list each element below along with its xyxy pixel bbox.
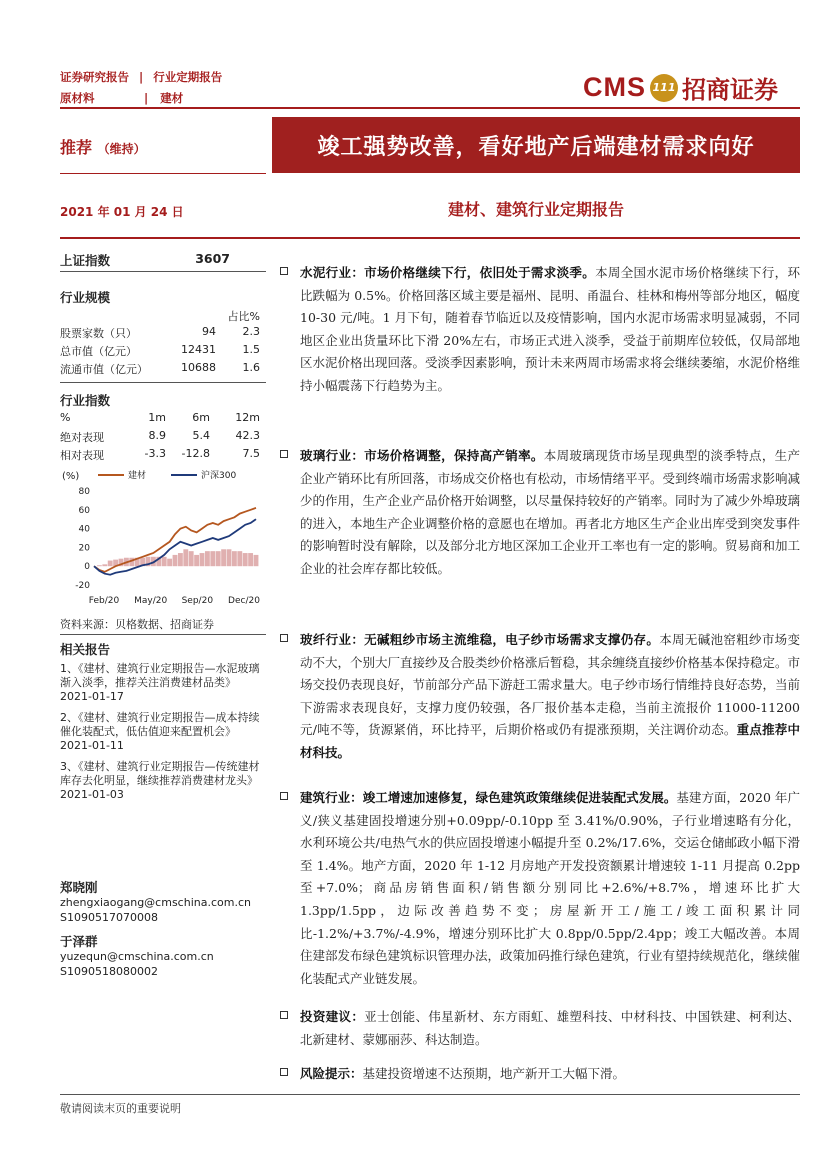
footer-note: 敬请阅读末页的重要说明 bbox=[60, 1102, 181, 1115]
logo-cms: CMS bbox=[583, 72, 646, 102]
perf-row bbox=[60, 429, 260, 445]
logo-company-name: 招商证券 bbox=[682, 75, 778, 104]
series-line-csi300 bbox=[94, 519, 256, 575]
pct-header: 占比% bbox=[227, 310, 260, 323]
scale-row-name: 总市值（亿元） bbox=[60, 345, 137, 358]
perf-header-cell: 6m bbox=[192, 411, 210, 424]
x-tick-label: Sep/20 bbox=[181, 596, 214, 606]
section-heading: 玻纤行业：无碱粗纱市场主流维稳，电子纱市场需求支撑仍存。 bbox=[300, 632, 660, 647]
section-body: 本周全国水泥市场价格继续下行，环比跌幅为 0.5%。价格回落区域主要是福州、昆明、甬温台、桂林和梅州等部分地区，幅度 10-30 元/吨。1 月下旬，随着春节临近以及疫情影响，国内水泥市场需求明显减弱，不同地区企业出货量环比下滑 20%左右，市场正式进入淡季，受益于前期库位较低，仅局部地区水泥价格出现回落。受淡季因素影响，预计未来两周市场需求将会继续萎缩，水泥价格维持小幅震荡下行趋势为主。 bbox=[300, 265, 801, 393]
scale-row-value: 12431 bbox=[181, 343, 216, 356]
y-tick-label: 60 bbox=[78, 505, 90, 516]
sidebar-divider bbox=[60, 382, 266, 383]
author-name: 郑晓刚 bbox=[60, 880, 98, 895]
section-body: 本周无碱池窑粗纱市场变动不大，个别大厂直接纱及合股类纱价格涨后暂稳，其余缠绕直接纱价格基本保持稳定。市场交投仍表现良好，节前部分产品下游赶工需求量大。电子纱市场行情维持良好态势，当前下游需求表现良好，支撑力度仍较强，各厂报价基本走稳，当前主流报价 11000-11200 元/吨不等，货源紧俏，环比持平，后期价格或仍有提涨预期，关注调价动态。 bbox=[300, 632, 801, 738]
related-report-date: 2021-01-17 bbox=[60, 690, 124, 703]
sidebar-divider bbox=[60, 271, 266, 272]
related-report-item[interactable] bbox=[60, 662, 260, 704]
section-fiberglass bbox=[280, 629, 800, 765]
author-email[interactable]: yuzequn@cmschina.com.cn bbox=[60, 950, 214, 963]
section-cement bbox=[280, 262, 800, 398]
sector: 原材料 bbox=[60, 91, 95, 105]
related-report-item[interactable] bbox=[60, 760, 260, 802]
date-rule bbox=[60, 237, 800, 239]
author-license: S1090518080002 bbox=[60, 965, 158, 978]
author-block bbox=[60, 934, 214, 979]
scale-row-name: 流通市值（亿元） bbox=[60, 363, 148, 376]
y-tick-label: -20 bbox=[75, 581, 90, 591]
report-title: 竣工强势改善，看好地产后端建材需求向好 bbox=[272, 117, 800, 173]
checkbox-bullet-icon bbox=[280, 634, 288, 642]
section-heading: 投资建议： bbox=[300, 1009, 365, 1024]
chart-ylabel: (%) bbox=[62, 471, 80, 482]
report-category: 行业定期报告 bbox=[153, 70, 223, 84]
y-tick-label: 20 bbox=[78, 543, 90, 554]
y-tick-label: 40 bbox=[78, 524, 90, 535]
rating-main: 推荐 bbox=[60, 138, 93, 157]
section-heading: 风险提示： bbox=[300, 1066, 363, 1081]
performance-chart bbox=[56, 463, 268, 613]
perf-row bbox=[60, 447, 260, 463]
related-report-date: 2021-01-11 bbox=[60, 739, 124, 752]
author-email[interactable]: zhengxiaogang@cmschina.com.cn bbox=[60, 896, 251, 909]
scale-row-value: 10688 bbox=[181, 361, 216, 374]
related-report-item[interactable] bbox=[60, 711, 260, 753]
section-highlight: 重点推荐中材科技。 bbox=[300, 722, 800, 760]
scale-row bbox=[60, 325, 260, 341]
x-tick-label: Feb/20 bbox=[88, 596, 120, 606]
author-block bbox=[60, 880, 251, 925]
x-tick-label: May/20 bbox=[134, 596, 168, 606]
perf-header-cell: % bbox=[60, 411, 71, 424]
section-heading: 玻璃行业：市场价格调整，保持高产销率。 bbox=[300, 448, 544, 463]
section-investment bbox=[280, 1006, 800, 1051]
scale-header bbox=[60, 308, 260, 324]
perf-title: 行业指数 bbox=[60, 393, 111, 408]
section-heading: 建筑行业：竣工增速加速修复，绿色建筑政策继续促进装配式发展。 bbox=[300, 790, 677, 805]
perf-header bbox=[60, 411, 260, 427]
perf-cell: 42.3 bbox=[235, 429, 260, 442]
scale-row-name: 股票家数（只） bbox=[60, 327, 137, 340]
company-logo bbox=[583, 70, 778, 105]
scale-row-pct: 2.3 bbox=[242, 325, 260, 338]
perf-cell: 绝对表现 bbox=[60, 431, 104, 444]
checkbox-bullet-icon bbox=[280, 267, 288, 275]
perf-cell: 8.9 bbox=[148, 429, 166, 442]
rating bbox=[60, 135, 146, 158]
checkbox-bullet-icon bbox=[280, 1011, 288, 1019]
section-heading: 水泥行业：市场价格继续下行，依旧处于需求淡季。 bbox=[300, 265, 596, 280]
checkbox-bullet-icon bbox=[280, 792, 288, 800]
perf-cell: 7.5 bbox=[242, 447, 260, 460]
legend-label-csi300: 沪深300 bbox=[201, 471, 237, 481]
scale-row-value: 94 bbox=[202, 325, 216, 338]
x-tick-label: Dec/20 bbox=[228, 596, 260, 606]
related-report-text: 1、《建材、建筑行业定期报告—水泥玻璃渐入淡季，推荐关注消费建材品类》 bbox=[60, 662, 260, 689]
header-line-2 bbox=[60, 89, 183, 107]
perf-cell: 5.4 bbox=[192, 429, 210, 442]
y-tick-label: 0 bbox=[84, 562, 90, 573]
section-risk bbox=[280, 1063, 800, 1086]
author-license: S1090517070008 bbox=[60, 911, 158, 924]
section-glass bbox=[280, 445, 800, 581]
index-row bbox=[60, 251, 260, 269]
related-title: 相关报告 bbox=[60, 642, 111, 657]
header-rule bbox=[60, 107, 800, 109]
section-body: 基建投资增速不达预期，地产新开工大幅下滑。 bbox=[362, 1066, 626, 1081]
left-rule bbox=[60, 173, 266, 174]
perf-header-cell: 12m bbox=[235, 411, 260, 424]
header-separator: | bbox=[144, 91, 149, 105]
section-body: 基建方面，2020 年广义/狭义基建固投增速分别+0.09pp/-0.10pp 至 3.41%/0.90%，子行业增速略有分化，水利环境公共/电热气水的供应固投增速小幅提升至 0.2%/17.6%，交运仓储邮政小幅下滑至 1.4%。地产方面，2020 年 1-12 月房地产开发投资额累计增速较 1-11 月提高 0.2pp 至+7.0%；商品房销售面积/销售额分别同比+2.6%/+8.7%，增速环比扩大 1.3pp/1.5pp，边际改善趋势不变；房屋新开工/施工/竣工面积累计同比-1.2%/+3.7%/-4.9%，增速分别环比扩大 0.8pp/0.5pp/2.4pp；竣工大幅改善。本周住建部发布绿色建筑标识管理办法，政策加码推行绿色建筑，行业有望持续规范化，继续催化装配式产业链发展。 bbox=[300, 790, 801, 986]
scale-title: 行业规模 bbox=[60, 290, 111, 305]
section-body: 本周玻璃现货市场呈现典型的淡季特点，生产企业产销环比有所回落，市场成交价格也有松动，市场情绪平平。受到终端市场需求影响减少的作用，生产企业产品价格开始调整，以尽量保持较好的产销率。同时为了减少外埠玻璃的进入，本地生产企业调整价格的意愿也在增加。再者北方地区生产企业出库受到突发事件的影响暂时没有解除，以及部分北方地区深加工企业开工率也有一定的影响。贸易商和加工企业的社会库存都比较低。 bbox=[300, 448, 801, 576]
scale-row-pct: 1.6 bbox=[242, 361, 260, 374]
scale-row bbox=[60, 343, 260, 359]
footer-rule bbox=[60, 1094, 800, 1095]
related-report-text: 2、《建材、建筑行业定期报告—成本持续催化装配式，低估值迎来配置机会》 bbox=[60, 711, 260, 738]
perf-cell: 相对表现 bbox=[60, 449, 104, 462]
scale-row-pct: 1.5 bbox=[242, 343, 260, 356]
chart-source: 资料来源：贝格数据、招商证券 bbox=[60, 618, 214, 631]
related-report-date: 2021-01-03 bbox=[60, 788, 124, 801]
author-name: 于泽群 bbox=[60, 934, 98, 949]
report-date: 2021 年 01 月 24 日 bbox=[60, 205, 184, 219]
report-type: 证券研究报告 bbox=[60, 70, 129, 84]
section-construction bbox=[280, 787, 800, 990]
related-report-text: 3、《建材、建筑行业定期报告—传统建材库存去化明显，继续推荐消费建材龙头》 bbox=[60, 760, 260, 787]
legend-label-building-materials: 建材 bbox=[128, 471, 147, 481]
rating-sub: （维持） bbox=[97, 142, 146, 156]
checkbox-bullet-icon bbox=[280, 450, 288, 458]
section-body: 亚士创能、伟星新材、东方雨虹、雄塑科技、中材科技、中国铁建、柯利达、北新建材、蒙娜丽莎、科达制造。 bbox=[300, 1009, 800, 1047]
sidebar-divider bbox=[60, 634, 266, 635]
scale-row bbox=[60, 361, 260, 377]
index-label: 上证指数 bbox=[60, 253, 111, 268]
index-value: 3607 bbox=[195, 251, 230, 266]
header-line-1 bbox=[60, 68, 222, 86]
report-subtitle: 建材、建筑行业定期报告 bbox=[447, 200, 624, 219]
y-tick-label: 80 bbox=[78, 487, 90, 497]
header-separator: | bbox=[139, 70, 144, 84]
sub-sector: 建材 bbox=[160, 91, 184, 105]
perf-cell: -12.8 bbox=[181, 447, 210, 460]
perf-header-cell: 1m bbox=[148, 411, 166, 424]
perf-cell: -3.3 bbox=[144, 447, 166, 460]
logo-badge-icon: 111 bbox=[650, 74, 678, 102]
checkbox-bullet-icon bbox=[280, 1068, 288, 1076]
